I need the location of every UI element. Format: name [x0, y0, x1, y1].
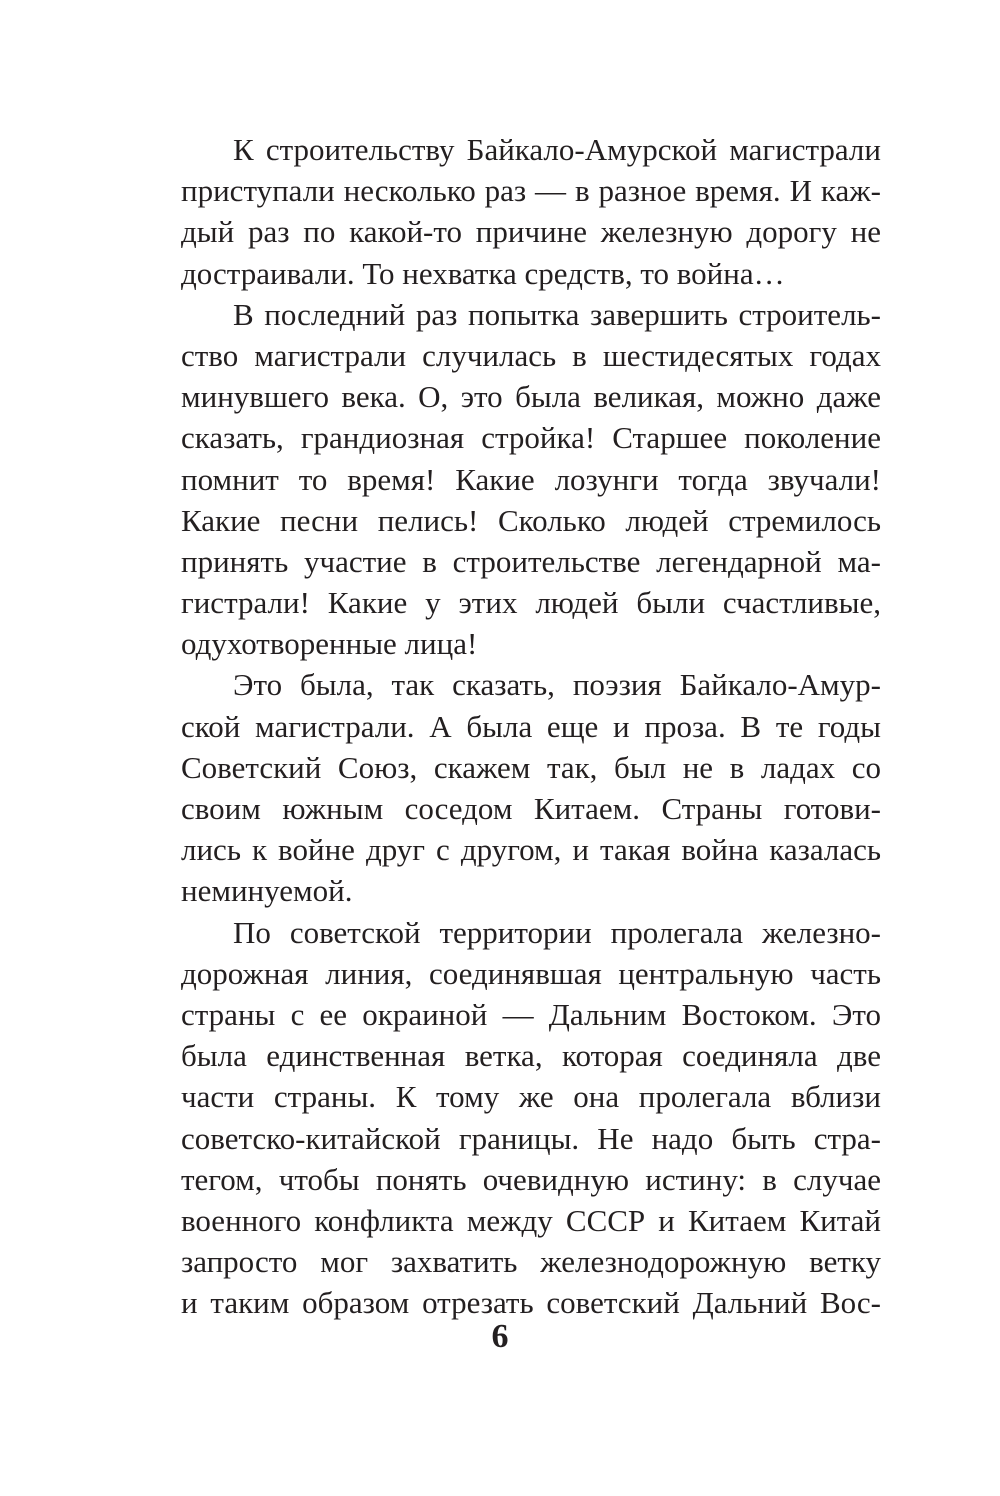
- text-line: тегом, чтобы понять очевидную истину: в случае: [181, 1161, 881, 1197]
- text-line: неминуемой.: [181, 873, 353, 909]
- text-line: дорожная линия, соединявшая центральную часть: [181, 955, 881, 991]
- text-line: военного конфликта между СССР и Китаем Китай: [181, 1202, 881, 1238]
- text-line: принять участие в строительстве легендарной ма-: [181, 543, 881, 579]
- text-line: достраивали. То нехватка средств, то война…: [181, 255, 785, 291]
- text-line: приступали несколько раз — в разное время. И каж-: [181, 173, 881, 209]
- text-line: части страны. К тому же она пролегала вблизи: [181, 1079, 881, 1115]
- text-line: В последний раз попытка завершить строитель-: [233, 296, 881, 332]
- text-line: и таким образом отрезать советский Дальний Вос-: [181, 1285, 881, 1321]
- text-line: минувшего века. О, это была великая, можно даже: [181, 379, 881, 415]
- body-text: [181, 129, 881, 1323]
- text-line: По советской территории пролегала железно-: [233, 914, 881, 950]
- text-line: страны с ее окраиной — Дальним Востоком. Это: [181, 996, 881, 1032]
- text-line: Советский Союз, скажем так, был не в ладах со: [181, 749, 881, 785]
- text-line: одухотворенные лица!: [181, 626, 478, 662]
- text-line: своим южным соседом Китаем. Страны готови-: [181, 791, 881, 826]
- text-line: ство магистрали случилась в шестидесятых годах: [181, 337, 881, 373]
- text-line: дый раз по какой-то причине железную дорогу не: [181, 214, 881, 250]
- text-line: помнит то время! Какие лозунги тогда звучали!: [181, 461, 881, 497]
- text-line: была единственная ветка, которая соединяла две: [181, 1038, 881, 1074]
- text-line: К строительству Байкало-Амурской магистрали: [233, 132, 881, 167]
- text-line: запросто мог захватить железнодорожную ветку: [181, 1244, 881, 1280]
- text-line: Это была, так сказать, поэзия Байкало-Амур-: [233, 667, 881, 703]
- text-line: гистрали! Какие у этих людей были счастливые,: [181, 585, 881, 621]
- text-line: лись к войне друг с другом, и такая война казалась: [181, 832, 881, 868]
- page-number: 6: [491, 1318, 509, 1355]
- text-line: ской магистрали. А была еще и проза. В те годы: [181, 708, 881, 744]
- text-line: Какие песни пелись! Сколько людей стремилось: [181, 502, 881, 538]
- text-line: сказать, грандиозная стройка! Старшее поколение: [181, 420, 881, 456]
- text-line: советско-китайской границы. Не надо быть стра-: [181, 1120, 881, 1156]
